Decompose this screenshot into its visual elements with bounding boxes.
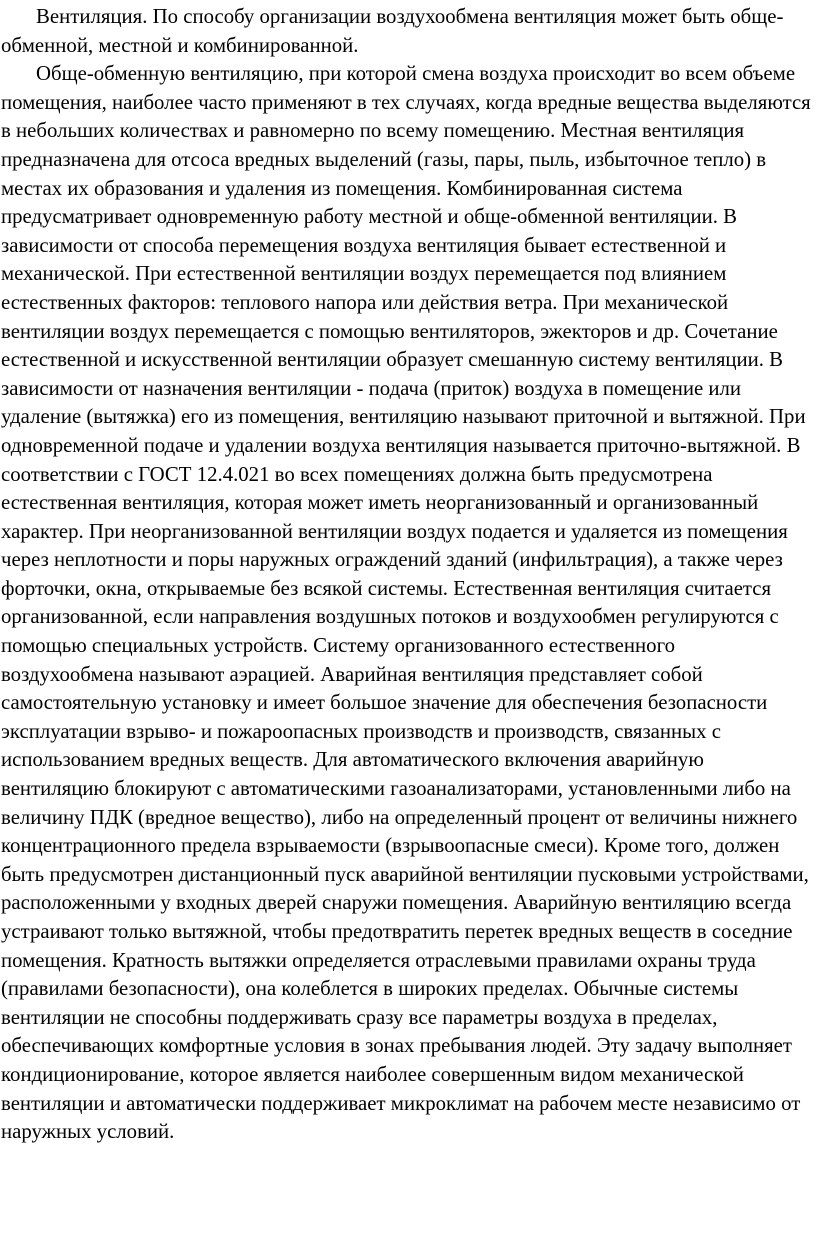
paragraph-ventilation-details: Обще-обменную вентиляцию, при которой смена воздуха происходит во всем объеме помещения, наиболее часто применяют в тех случаях, когда вредные вещества выделяются в небольших количествах и равномерно по всему помещению. Местная вентиляция предназначена для отсоса вредных выделений (газы, пары, пыль, избыточное тепло) в местах их образования и удаления из помещения. Комбинированная система предусматривает одновременную работу местной и обще-обменной вентиляции. В зависимости от способа перемещения воздуха вентиляция бывает естественной и механической. При естественной вентиляции воздух перемещается под влиянием естественных факторов: теплового напора или действия ветра. При механической вентиляции воздух перемещается с помощью вентиляторов, эжекторов и др. Сочетание естественной и искусственной вентиляции образует смешанную систему вентиляции. В зависимости от назначения вентиляции - подача (приток) воздуха в помещение или удаление (вытяжка) его из помещения, вентиляцию называют приточной и вытяжной. При одновременной подаче и удалении воздуха вентиляция называется приточно-вытяжной. В соответствии с ГОСТ 12.4.021 во всех помещениях должна быть предусмотрена естественная вентиляция, которая может иметь неорганизованный и организованный характер. При неорганизованной вентиляции воздух подается и удаляется из помещения через неплотности и поры наружных ограждений зданий (инфильтрация), а также через форточки, окна, открываемые без всякой системы. Естественная вентиляция считается организованной, если направления воздушных потоков и воздухообмен регулируются с помощью специальных устройств. Систему организованного естественного воздухообмена называют аэрацией. Аварийная вентиляция представляет собой самостоятельную установку и имеет большое значение для обеспечения безопасности эксплуатации взрыво- и пожароопасных производств и производств, связанных с использованием вредных веществ. Для автоматического включения аварийную вентиляцию блокируют с автоматическими газоанализаторами, установленными либо на величину ПДК (вредное вещество), либо на определенный процент от величины нижнего концентрационного предела взрываемости (взрывоопасные смеси). Кроме того, должен быть предусмотрен дистанционный пуск аварийной вентиляции пусковыми устройствами, расположенными у входных дверей снаружи помещения. Аварийную вентиляцию всегда устраивают только вытяжной, чтобы предотвратить перетек вредных веществ в соседние помещения. Кратность вытяжки определяется отраслевыми правилами охраны труда (правилами безопасности), она колеблется в широких пределах. Обычные системы вентиляции не способны поддерживать сразу все параметры воздуха в пределах, обеспечивающих комфортные условия в зонах пребывания людей. Эту задачу выполняет кондиционирование, которое является наиболее совершенным видом механической вентиляции и автоматически поддерживает микроклимат на рабочем месте независимо от наружных условий. <box>1 62 811 1144</box>
paragraph-ventilation-types: Вентиляция. По способу организации воздухообмена вентиляция может быть обще-обменной, местной и комбинированной. <box>1 5 784 57</box>
